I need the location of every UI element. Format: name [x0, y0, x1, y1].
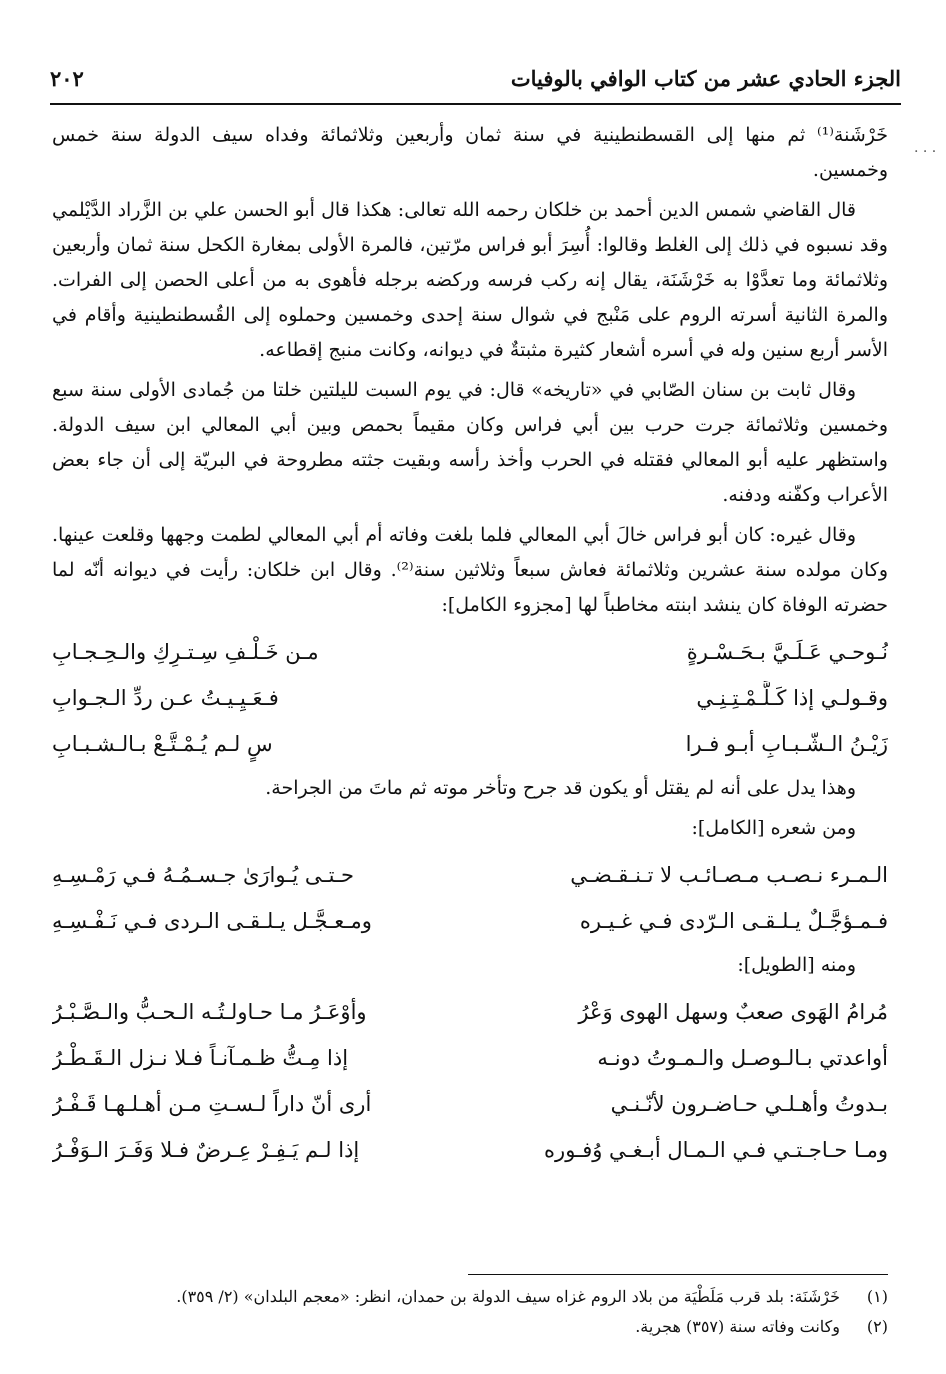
verse-line: [52, 898, 888, 944]
hemistich-second: وأوْعَـرُ مـا حـاولـتُـه الـحـبُّ والـصَّـبْـرُ: [52, 999, 367, 1024]
verse-line: [52, 1081, 888, 1127]
footnote: [52, 1282, 888, 1312]
hemistich-second: إذا مِـتُّ ظـمـآنـاً فـلا نـزل الـقَـطْـرُ: [52, 1045, 349, 1070]
paragraph-4: وقال غيره: كان أبو فراس خالَ أبي المعالي فلما بلغت وفاته أم أبي المعالي لطمت وجهها وقلعت عينها. وكان مولده سنة عشرين وثلاثمائة فعاش سبعاً وثلاثين سنة⁽²⁾. وقال ابن خلكان: رأيت في ديوانه أنّه لما حضرته الوفاة كان ينشد ابنته مخاطباً لها [مجزوء الكامل]:: [52, 524, 888, 616]
poem-3: [52, 989, 888, 1173]
verse-line: [52, 629, 888, 675]
paragraph-5: وهذا يدل على أنه لم يقتل أو يكون قد جرح وتأخر موته ثم ماتَ من الجراحة.: [265, 777, 856, 799]
meter-label-kamil: ومن شعره [الكامل]:: [691, 817, 856, 839]
footnotes: [52, 1282, 888, 1342]
paragraph-2: قال القاضي شمس الدين أحمد بن خلكان رحمه الله تعالى: هكذا قال أبو الحسن علي بن الزَّراد الدَّيْلمي وقد نسبوه في ذلك إلى الغلط وقالوا: أُسِرَ أبو فراس مرّتين، فالمرة الأولى بمغارة الكحل سنة ثمان وأربعين وثلاثمائة وما تعدَّوْا به خَرْشَنَة، يقال إنه ركب فرسه وركضه برجله فأهوى به من أعلى الحصن إلى الفرات. والمرة الثانية أسرته الروم على مَنْبج في شوال سنة إحدى وخمسين وحملوه إلى القُسطنطينية وأقام في الأسر أربع سنين وله في أسره أشعار كثيرة مثبتةٌ في ديوانه، وكانت منبج إقطاعه.: [52, 199, 888, 361]
verse-line: [52, 1035, 888, 1081]
header-rule: [50, 103, 901, 105]
hemistich-first: فـمـؤجَّـلٌ يـلـقـى الـرّدى فـي غـيـره: [579, 908, 888, 933]
hemistich-second: سٍ لـم يُـمْـتَّـعْ بـالـشـبـابِ: [52, 731, 273, 756]
hemistich-first: ومـا حـاجـتـي فـي الـمـال أبـغـي وُفـوره: [544, 1137, 888, 1162]
verse-line: [52, 721, 888, 767]
footnote-mark: (٢): [866, 1317, 888, 1336]
footnote: [52, 1312, 888, 1342]
footnote-rule: [468, 1274, 888, 1275]
page-number: ٢٠٢: [50, 65, 84, 91]
paragraph-3: وقال ثابت بن سنان الصّابي في «تاريخه» قال: في يوم السبت لليلتين خلتا من جُمادى الأولى سنة سبع وخمسين وثلاثمائة جرت حرب بين أبي فراس وكان مقيماً بحمص وبين أبي المعالي ابن سيف الدولة. واستظهر عليه أبو المعالي فقتله في الحرب وأخذ رأسه وبقيت جثته مطروحة في البريّة إلى أن جاء بعض الأعراب وكفّنه ودفنه.: [52, 379, 888, 506]
page-header: [50, 58, 901, 98]
footnote-text: وكانت وفاته سنة (٣٥٧) هجرية.: [635, 1317, 840, 1336]
verse-line: [52, 989, 888, 1035]
hemistich-second: ومـعـجَّـل يـلـقـى الـردى فـي نَـفْـسِـهِ: [52, 908, 372, 933]
hemistich-first: نُـوحـي عَـلَـيَّ بـحَـسْـرةٍ: [686, 639, 888, 664]
footnote-text: خَرْشَنَة: بلد قرب مَلَطْيَة من بلاد الروم غزاه سيف الدولة بن حمدان، انظر: «معجم البلدان» (٢/ ٣٥٩).: [176, 1287, 840, 1306]
hemistich-first: الـمـرء نـصـب مـصـائـب لا تـنـقـضـي: [570, 862, 888, 887]
hemistich-second: أرى أنّ داراً لـسـتِ مـن أهـلـهـا قَـفْـرُ: [52, 1091, 372, 1116]
footnote-mark: (١): [866, 1287, 888, 1306]
hemistich-second: حـتـى يُـوارَىٰ جـسـمُـهُ فـي رَمْـسِـهِ: [52, 862, 355, 887]
hemistich-first: مُرامُ الهَوى صعبٌ وسهل الهوى وَعْرُ: [578, 999, 888, 1024]
poem-2: [52, 852, 888, 944]
running-title: الجزء الحادي عشر من كتاب الوافي بالوفيات: [510, 65, 901, 91]
poem-1: [52, 629, 888, 767]
hemistich-first: وقـولـي إذا كَـلَّـمْـتِـنِـي: [696, 685, 888, 710]
hemistich-second: إذا لـم يَـفِـرْ عِـرضٌ فـلا وَفَـرَ الـوَفْـرُ: [52, 1137, 360, 1162]
verse-line: [52, 1127, 888, 1173]
hemistich-first: زَيْـنُ الـشّـبـابِ أبـو فـرا: [685, 731, 888, 756]
hemistich-second: مـن خَـلْـفِ سِـتـرِكِ والـحِـجـابِ: [52, 639, 319, 664]
paragraph-1: خَرْشَنة⁽¹⁾ ثم منها إلى القسطنطينية في سنة ثمان وأربعين وثلاثمائة وفداه سيف الدولة سنة خمس وخمسين.: [52, 124, 888, 181]
verse-line: [52, 852, 888, 898]
hemistich-first: بـدوتُ وأهـلـي حـاضـرون لأنّـنـي: [610, 1091, 888, 1116]
verse-line: [52, 675, 888, 721]
main-text: [52, 118, 888, 1177]
meter-label-tawil: ومنه [الطويل]:: [737, 954, 856, 976]
hemistich-second: فـعَـيِـيـتُ عـن ردِّ الـجـوابِ: [52, 685, 279, 710]
margin-mark: . . .: [914, 140, 937, 156]
hemistich-first: أواعدتي بـالـوصـل والـمـوتُ دونـه: [597, 1045, 888, 1070]
